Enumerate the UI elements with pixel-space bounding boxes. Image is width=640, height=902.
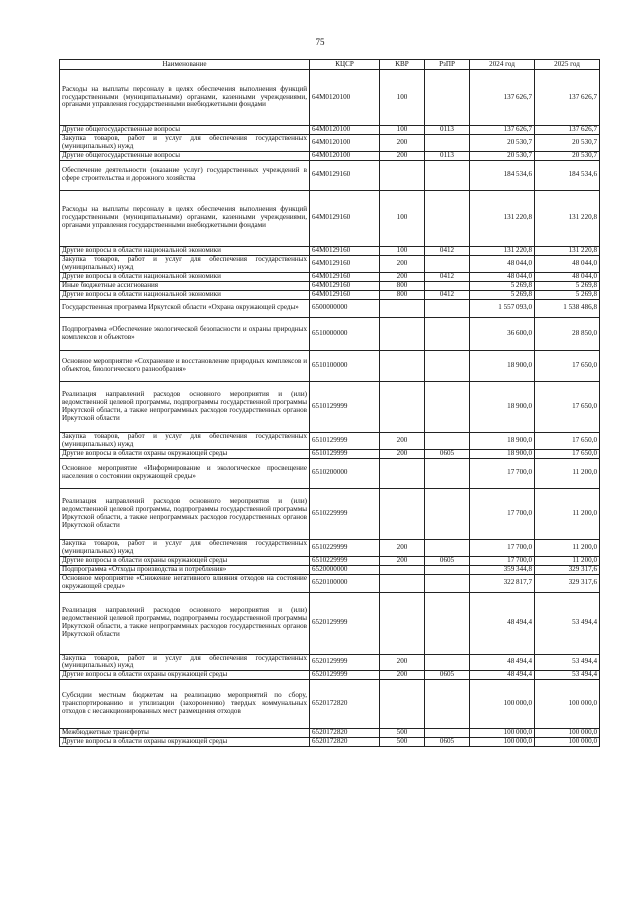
cell-name: Закупка товаров, работ и услуг для обеспечения государственных (муниципальных) нужд xyxy=(60,255,310,272)
cell-2025: 100 000,0 xyxy=(535,680,600,729)
cell-2024: 48 044,0 xyxy=(470,272,535,281)
cell-name: Реализация направлений расходов основного мероприятия и (или) ведомственной целевой программы, подпрограммы государственной программы Иркутской области, а также непрограммных расходов государственных органов Иркутской области xyxy=(60,592,310,654)
cell-2024: 100 000,0 xyxy=(470,738,535,747)
table-row xyxy=(60,556,600,565)
cell-kcsr: 6520000000 xyxy=(310,565,380,574)
cell-kcsr: 6510229999 xyxy=(310,539,380,556)
page-number: 75 xyxy=(315,37,325,47)
cell-kcsr: 64М0129160 xyxy=(310,190,380,246)
cell-rzpr xyxy=(425,381,470,432)
cell-2025: 28 850,0 xyxy=(535,317,600,350)
cell-rzpr xyxy=(425,281,470,290)
cell-kcsr: 64М0129160 xyxy=(310,255,380,272)
cell-kcsr: 6500000000 xyxy=(310,299,380,317)
cell-rzpr: 0412 xyxy=(425,246,470,255)
cell-name: Основное мероприятие «Информирование и экологическое просвещение населения о состоянии окружающей среды» xyxy=(60,458,310,488)
cell-2025: 11 200,0 xyxy=(535,556,600,565)
cell-rzpr: 0113 xyxy=(425,151,470,160)
cell-kvr: 200 xyxy=(380,449,425,458)
cell-rzpr xyxy=(425,255,470,272)
cell-kvr: 800 xyxy=(380,290,425,299)
cell-2024: 100 000,0 xyxy=(470,729,535,738)
cell-rzpr xyxy=(425,574,470,592)
cell-2024: 17 700,0 xyxy=(470,458,535,488)
cell-kcsr: 6520100000 xyxy=(310,574,380,592)
cell-kcsr: 64М0120100 xyxy=(310,151,380,160)
cell-kcsr: 6520172820 xyxy=(310,738,380,747)
cell-kvr xyxy=(380,299,425,317)
cell-name: Основное мероприятие «Снижение негативного влияния отходов на состояние окружающей среды» xyxy=(60,574,310,592)
cell-2025: 20 530,7 xyxy=(535,151,600,160)
cell-kvr: 500 xyxy=(380,729,425,738)
cell-2025: 53 494,4 xyxy=(535,671,600,680)
table-row xyxy=(60,574,600,592)
cell-2024: 17 700,0 xyxy=(470,556,535,565)
cell-name: Другие вопросы в области охраны окружающей среды xyxy=(60,556,310,565)
cell-2025: 53 494,4 xyxy=(535,654,600,671)
table-row xyxy=(60,539,600,556)
cell-kvr: 200 xyxy=(380,654,425,671)
cell-name: Закупка товаров, работ и услуг для обеспечения государственных (муниципальных) нужд xyxy=(60,432,310,449)
cell-name: Другие вопросы в области национальной экономики xyxy=(60,290,310,299)
table-row xyxy=(60,290,600,299)
cell-rzpr xyxy=(425,565,470,574)
cell-kvr: 100 xyxy=(380,246,425,255)
cell-2024: 18 900,0 xyxy=(470,381,535,432)
table-row xyxy=(60,281,600,290)
cell-kcsr: 64М0129160 xyxy=(310,281,380,290)
cell-2025: 131 220,8 xyxy=(535,246,600,255)
table-row xyxy=(60,458,600,488)
table-row xyxy=(60,135,600,152)
cell-2024: 100 000,0 xyxy=(470,680,535,729)
table-row xyxy=(60,246,600,255)
cell-kvr xyxy=(380,381,425,432)
table-header-row xyxy=(60,60,600,70)
cell-kvr xyxy=(380,680,425,729)
cell-2024: 20 530,7 xyxy=(470,135,535,152)
cell-name: Подпрограмма «Отходы производства и потребления» xyxy=(60,565,310,574)
cell-name: Другие общегосударственные вопросы xyxy=(60,151,310,160)
cell-name: Другие вопросы в области национальной экономики xyxy=(60,272,310,281)
table-row xyxy=(60,160,600,190)
cell-2024: 5 269,8 xyxy=(470,281,535,290)
cell-kvr: 200 xyxy=(380,556,425,565)
cell-2025: 137 626,7 xyxy=(535,126,600,135)
cell-name: Реализация направлений расходов основного мероприятия и (или) ведомственной целевой программы, подпрограммы государственной программы Иркутской области, а также непрограммных расходов государственных органов Иркутской области xyxy=(60,488,310,539)
cell-kvr: 100 xyxy=(380,126,425,135)
cell-rzpr xyxy=(425,190,470,246)
table-row xyxy=(60,680,600,729)
cell-2025: 100 000,0 xyxy=(535,729,600,738)
table-row xyxy=(60,654,600,671)
cell-kvr: 100 xyxy=(380,70,425,126)
cell-kvr xyxy=(380,574,425,592)
table-row xyxy=(60,671,600,680)
cell-2024: 131 220,8 xyxy=(470,190,535,246)
cell-kcsr: 64М0120100 xyxy=(310,126,380,135)
cell-name: Другие вопросы в области охраны окружающей среды xyxy=(60,449,310,458)
cell-2024: 137 626,7 xyxy=(470,126,535,135)
cell-rzpr xyxy=(425,680,470,729)
cell-rzpr: 0605 xyxy=(425,556,470,565)
table-row xyxy=(60,729,600,738)
header-name: Наименование xyxy=(60,60,310,70)
cell-rzpr: 0605 xyxy=(425,738,470,747)
cell-2024: 17 700,0 xyxy=(470,488,535,539)
cell-kvr xyxy=(380,317,425,350)
cell-2025: 11 200,0 xyxy=(535,488,600,539)
cell-kvr xyxy=(380,565,425,574)
cell-2024: 48 494,4 xyxy=(470,654,535,671)
cell-kcsr: 64М0129160 xyxy=(310,272,380,281)
cell-kcsr: 6510000000 xyxy=(310,317,380,350)
table-row xyxy=(60,126,600,135)
cell-rzpr xyxy=(425,317,470,350)
cell-2025: 5 269,8 xyxy=(535,281,600,290)
cell-2024: 48 494,4 xyxy=(470,592,535,654)
cell-kvr xyxy=(380,458,425,488)
cell-rzpr xyxy=(425,70,470,126)
cell-rzpr: 0605 xyxy=(425,449,470,458)
cell-kcsr: 6510129999 xyxy=(310,449,380,458)
table-row xyxy=(60,449,600,458)
cell-2024: 17 700,0 xyxy=(470,539,535,556)
cell-kvr: 200 xyxy=(380,432,425,449)
cell-rzpr xyxy=(425,729,470,738)
cell-kvr: 200 xyxy=(380,135,425,152)
cell-kcsr: 64М0129160 xyxy=(310,290,380,299)
cell-rzpr xyxy=(425,488,470,539)
cell-name: Расходы на выплаты персоналу в целях обеспечения выполнения функций государственными (муниципальными) органами, казенными учреждениями, органами управления государственными внебюджетными фондами xyxy=(60,70,310,126)
cell-kvr xyxy=(380,350,425,381)
header-kcsr: КЦСР xyxy=(310,60,380,70)
cell-kcsr: 6520129999 xyxy=(310,592,380,654)
cell-kvr: 800 xyxy=(380,281,425,290)
cell-name: Межбюджетные трансферты xyxy=(60,729,310,738)
cell-2025: 184 534,6 xyxy=(535,160,600,190)
cell-2024: 322 817,7 xyxy=(470,574,535,592)
cell-rzpr xyxy=(425,350,470,381)
cell-name: Другие вопросы в области охраны окружающей среды xyxy=(60,671,310,680)
cell-kvr: 200 xyxy=(380,151,425,160)
table-row xyxy=(60,70,600,126)
cell-kcsr: 6510229999 xyxy=(310,488,380,539)
cell-rzpr xyxy=(425,299,470,317)
header-2025: 2025 год xyxy=(535,60,600,70)
cell-kcsr: 6520129999 xyxy=(310,654,380,671)
table-row xyxy=(60,381,600,432)
cell-2024: 48 494,4 xyxy=(470,671,535,680)
cell-rzpr: 0605 xyxy=(425,671,470,680)
cell-kvr xyxy=(380,592,425,654)
cell-rzpr xyxy=(425,432,470,449)
cell-2025: 48 044,0 xyxy=(535,255,600,272)
cell-2025: 17 650,0 xyxy=(535,432,600,449)
cell-2025: 48 044,0 xyxy=(535,272,600,281)
cell-kvr xyxy=(380,160,425,190)
cell-kcsr: 64М0129160 xyxy=(310,246,380,255)
cell-kvr: 500 xyxy=(380,738,425,747)
cell-name: Обеспечение деятельности (оказание услуг) государственных учреждений в сфере строительства и дорожного хозяйства xyxy=(60,160,310,190)
cell-2024: 5 269,8 xyxy=(470,290,535,299)
cell-2025: 53 494,4 xyxy=(535,592,600,654)
cell-2025: 137 626,7 xyxy=(535,70,600,126)
cell-2025: 17 650,0 xyxy=(535,449,600,458)
table-row xyxy=(60,255,600,272)
cell-rzpr xyxy=(425,654,470,671)
cell-kvr: 100 xyxy=(380,190,425,246)
cell-2024: 20 530,7 xyxy=(470,151,535,160)
cell-2025: 329 317,6 xyxy=(535,565,600,574)
cell-kcsr: 6520129999 xyxy=(310,671,380,680)
cell-kvr: 200 xyxy=(380,255,425,272)
cell-2025: 20 530,7 xyxy=(535,135,600,152)
cell-kcsr: 6510129999 xyxy=(310,432,380,449)
cell-rzpr xyxy=(425,539,470,556)
cell-kcsr: 64М0129160 xyxy=(310,160,380,190)
cell-2024: 131 220,8 xyxy=(470,246,535,255)
cell-2025: 11 200,0 xyxy=(535,539,600,556)
header-2024: 2024 год xyxy=(470,60,535,70)
cell-name: Закупка товаров, работ и услуг для обеспечения государственных (муниципальных) нужд xyxy=(60,539,310,556)
cell-kcsr: 64М0120100 xyxy=(310,135,380,152)
cell-kcsr: 6510200000 xyxy=(310,458,380,488)
cell-2024: 36 600,0 xyxy=(470,317,535,350)
table-row xyxy=(60,190,600,246)
table-row xyxy=(60,592,600,654)
cell-2024: 137 626,7 xyxy=(470,70,535,126)
cell-name: Реализация направлений расходов основного мероприятия и (или) ведомственной целевой программы, подпрограммы государственной программы Иркутской области, а также непрограммных расходов государственных органов Иркутской области xyxy=(60,381,310,432)
cell-kcsr: 6510229999 xyxy=(310,556,380,565)
table-row xyxy=(60,350,600,381)
cell-kcsr: 64М0120100 xyxy=(310,70,380,126)
cell-2024: 18 900,0 xyxy=(470,432,535,449)
cell-name: Закупка товаров, работ и услуг для обеспечения государственных (муниципальных) нужд xyxy=(60,135,310,152)
cell-name: Иные бюджетные ассигнования xyxy=(60,281,310,290)
cell-rzpr xyxy=(425,135,470,152)
cell-name: Другие вопросы в области охраны окружающей среды xyxy=(60,738,310,747)
table-row xyxy=(60,272,600,281)
header-rzpr: РзПР xyxy=(425,60,470,70)
cell-kcsr: 6520172820 xyxy=(310,680,380,729)
cell-2024: 184 534,6 xyxy=(470,160,535,190)
cell-2024: 18 900,0 xyxy=(470,449,535,458)
cell-kvr: 200 xyxy=(380,671,425,680)
table-row xyxy=(60,317,600,350)
table-row xyxy=(60,432,600,449)
cell-2025: 11 200,0 xyxy=(535,458,600,488)
cell-2024: 359 344,8 xyxy=(470,565,535,574)
cell-2024: 18 900,0 xyxy=(470,350,535,381)
cell-2025: 100 000,0 xyxy=(535,738,600,747)
table-row xyxy=(60,151,600,160)
cell-rzpr xyxy=(425,592,470,654)
cell-2024: 1 557 093,0 xyxy=(470,299,535,317)
cell-2025: 17 650,0 xyxy=(535,350,600,381)
cell-rzpr xyxy=(425,458,470,488)
cell-name: Основное мероприятие «Сохранение и восстановление природных комплексов и объектов, биологического разнообразия» xyxy=(60,350,310,381)
cell-kvr xyxy=(380,488,425,539)
cell-rzpr: 0412 xyxy=(425,290,470,299)
table-row xyxy=(60,738,600,747)
cell-rzpr: 0412 xyxy=(425,272,470,281)
cell-kcsr: 6510129999 xyxy=(310,381,380,432)
header-kvr: КВР xyxy=(380,60,425,70)
table-row xyxy=(60,565,600,574)
cell-rzpr xyxy=(425,160,470,190)
cell-2025: 5 269,8 xyxy=(535,290,600,299)
cell-2025: 17 650,0 xyxy=(535,381,600,432)
cell-2025: 329 317,6 xyxy=(535,574,600,592)
cell-name: Государственная программа Иркутской области «Охрана окружающей среды» xyxy=(60,299,310,317)
table-row xyxy=(60,299,600,317)
table-row xyxy=(60,488,600,539)
cell-name: Подпрограмма «Обеспечение экологической безопасности и охраны природных комплексов и объектов» xyxy=(60,317,310,350)
cell-kvr: 200 xyxy=(380,539,425,556)
cell-2025: 1 538 486,8 xyxy=(535,299,600,317)
cell-name: Другие вопросы в области национальной экономики xyxy=(60,246,310,255)
cell-name: Субсидии местным бюджетам на реализацию мероприятий по сбору, транспортированию и утилизации (захоронению) твердых коммунальных отходов с несанкционированных мест размещения отходов xyxy=(60,680,310,729)
cell-kcsr: 6520172820 xyxy=(310,729,380,738)
cell-name: Другие общегосударственные вопросы xyxy=(60,126,310,135)
table-body xyxy=(60,70,600,747)
cell-name: Закупка товаров, работ и услуг для обеспечения государственных (муниципальных) нужд xyxy=(60,654,310,671)
cell-2024: 48 044,0 xyxy=(470,255,535,272)
cell-kcsr: 6510100000 xyxy=(310,350,380,381)
cell-2025: 131 220,8 xyxy=(535,190,600,246)
budget-table xyxy=(59,59,600,747)
cell-kvr: 200 xyxy=(380,272,425,281)
cell-name: Расходы на выплаты персоналу в целях обеспечения выполнения функций государственными (муниципальными) органами, казенными учреждениями, органами управления государственными внебюджетными фондами xyxy=(60,190,310,246)
cell-rzpr: 0113 xyxy=(425,126,470,135)
